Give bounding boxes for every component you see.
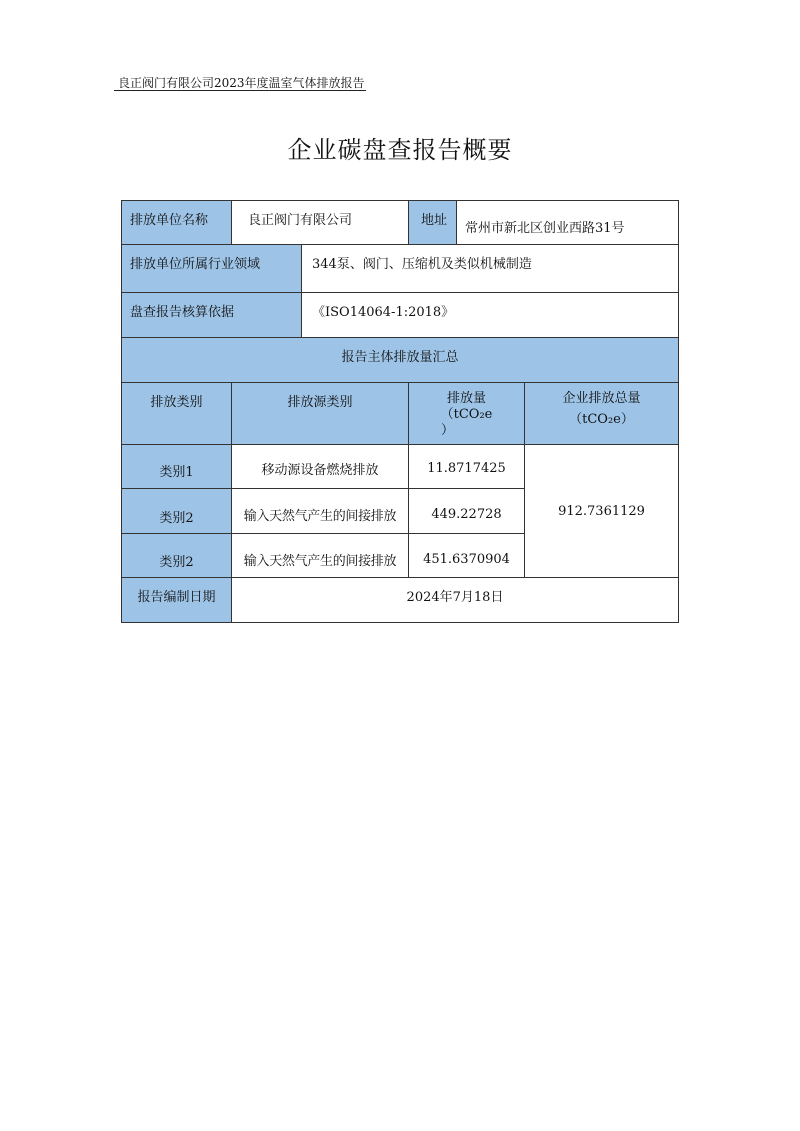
date-label: 报告编制日期 — [122, 578, 232, 623]
unit-name-value: 良正阀门有限公司 — [232, 201, 409, 245]
col-header-source: 排放源类别 — [232, 383, 409, 445]
row-3-category: 类别2 — [122, 534, 232, 578]
industry-value: 344泵、阀门、压缩机及类似机械制造 — [302, 245, 679, 293]
row-2-source: 输入天然气产生的间接排放 — [232, 489, 409, 534]
address-value: 常州市新北区创业西路31号 — [457, 201, 679, 245]
summary-header: 报告主体排放量汇总 — [122, 338, 679, 383]
col-header-amount — [409, 383, 525, 445]
row-3-amount: 451.6370904 — [409, 534, 525, 578]
running-header: 良正阀门有限公司2023年度温室气体排放报告 — [114, 76, 366, 91]
basis-value: 《ISO14064-1:2018》 — [302, 293, 679, 338]
col-header-amount-line3: ） — [441, 423, 455, 438]
basis-label: 盘查报告核算依据 — [122, 293, 302, 338]
row-1-category: 类别1 — [122, 445, 232, 489]
col-header-category: 排放类别 — [122, 383, 232, 445]
date-value: 2024年7月18日 — [232, 578, 679, 623]
row-1-source: 移动源设备燃烧排放 — [232, 445, 409, 489]
row-3-source: 输入天然气产生的间接排放 — [232, 534, 409, 578]
row-1-amount: 11.8717425 — [409, 445, 525, 489]
col-header-amount-line1: 排放量 — [446, 391, 486, 406]
unit-name-label: 排放单位名称 — [122, 201, 232, 245]
industry-label: 排放单位所属行业领域 — [122, 245, 302, 293]
total-emissions-value: 912.7361129 — [525, 445, 679, 578]
col-header-total-line1: 企业排放总量 — [562, 391, 641, 406]
row-2-category: 类别2 — [122, 489, 232, 534]
col-header-total — [525, 383, 679, 445]
address-label: 地址 — [409, 201, 457, 245]
col-header-amount-line2: （tCO₂e — [440, 407, 493, 422]
page-title: 企业碳盘查报告概要 — [287, 136, 513, 164]
col-header-total-line2: （tCO₂e） — [569, 412, 634, 427]
row-2-amount: 449.22728 — [409, 489, 525, 534]
